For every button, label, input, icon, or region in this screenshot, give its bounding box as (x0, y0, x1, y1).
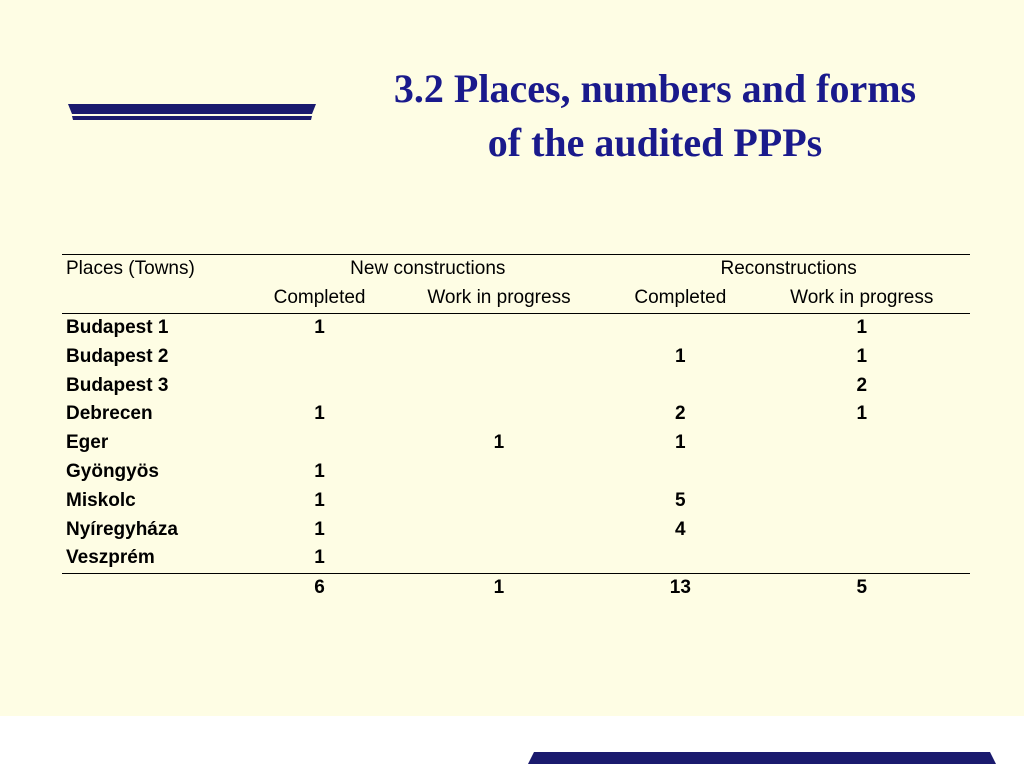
cell-nc-completed: 1 (314, 460, 325, 482)
table-row (62, 544, 970, 573)
table-row (62, 486, 970, 515)
cell-place: Eger (66, 432, 109, 454)
cell-nc-wip: 1 (493, 432, 505, 454)
cell-rc-completed: 1 (675, 345, 686, 367)
title-accent-bar (68, 104, 316, 120)
cell-nc-completed (248, 342, 390, 371)
ppp-table (62, 254, 970, 603)
cell-total-nc-completed: 6 (314, 577, 325, 599)
cell-total-rc-completed: 13 (669, 577, 691, 599)
cell-nc-wip (391, 400, 607, 429)
cell-nc-completed: 1 (314, 316, 325, 338)
cell-rc-wip: 2 (856, 374, 868, 396)
cell-nc-wip (391, 515, 607, 544)
cell-rc-completed: 5 (675, 489, 686, 511)
cell-nc-wip (391, 371, 607, 400)
cell-nc-completed (248, 429, 390, 458)
cell-place: Budapest 2 (66, 345, 169, 367)
header-reconstructions: Reconstructions (607, 255, 970, 284)
cell-nc-completed: 1 (314, 403, 325, 425)
header-new-constructions: New constructions (248, 255, 607, 284)
cell-nc-wip (391, 313, 607, 342)
cell-rc-completed (607, 544, 753, 573)
cell-place: Budapest 3 (66, 374, 169, 396)
cell-place: Gyöngyös (66, 460, 159, 482)
cell-rc-completed (607, 313, 753, 342)
cell-place: Debrecen (66, 403, 153, 425)
page-title-line-2: of the audited PPPs (487, 120, 823, 165)
table-header-row-1 (62, 255, 970, 284)
table-row (62, 400, 970, 429)
cell-rc-completed: 1 (675, 432, 686, 454)
cell-place: Nyíregyháza (66, 518, 178, 540)
cell-total-label (62, 573, 248, 602)
cell-rc-wip: 1 (856, 345, 868, 367)
cell-nc-completed: 1 (314, 518, 325, 540)
table-row (62, 342, 970, 371)
cell-place: Budapest 1 (66, 316, 169, 338)
cell-rc-completed (607, 458, 753, 487)
cell-rc-wip (754, 458, 971, 487)
table-row (62, 429, 970, 458)
header-rc-wip: Work in progress (754, 284, 971, 313)
cell-rc-completed (607, 371, 753, 400)
header-nc-wip: Work in progress (391, 284, 607, 313)
cell-rc-wip (754, 515, 971, 544)
table-row (62, 515, 970, 544)
cell-rc-wip (754, 429, 971, 458)
cell-place: Miskolc (66, 489, 136, 511)
table-row (62, 458, 970, 487)
cell-nc-completed: 1 (248, 544, 390, 573)
cell-nc-wip (391, 342, 607, 371)
cell-total-rc-wip: 5 (856, 577, 868, 599)
header-nc-completed: Completed (248, 284, 390, 313)
footer-accent-bar (528, 752, 996, 768)
totals-row (62, 573, 970, 602)
cell-nc-completed: 1 (314, 489, 325, 511)
cell-rc-completed: 2 (675, 403, 686, 425)
table-header-row-2 (62, 284, 970, 313)
page-title-line-1: 3.2 Places, numbers and forms (393, 66, 917, 111)
cell-rc-wip (754, 544, 971, 573)
cell-place: Veszprém (62, 544, 248, 573)
header-places: Places (Towns) (62, 255, 248, 284)
table-row (62, 371, 970, 400)
page-title (330, 62, 980, 170)
cell-rc-completed: 4 (675, 518, 686, 540)
cell-nc-wip (391, 486, 607, 515)
header-rc-completed: Completed (607, 284, 753, 313)
cell-rc-wip: 1 (856, 316, 868, 338)
cell-rc-wip: 1 (856, 403, 868, 425)
cell-total-nc-wip: 1 (493, 577, 505, 599)
table-body (62, 313, 970, 602)
cell-nc-wip (391, 458, 607, 487)
header-blank (62, 284, 248, 313)
cell-rc-wip (754, 486, 971, 515)
cell-nc-completed (248, 371, 390, 400)
cell-nc-wip (391, 544, 607, 573)
table-row (62, 313, 970, 342)
